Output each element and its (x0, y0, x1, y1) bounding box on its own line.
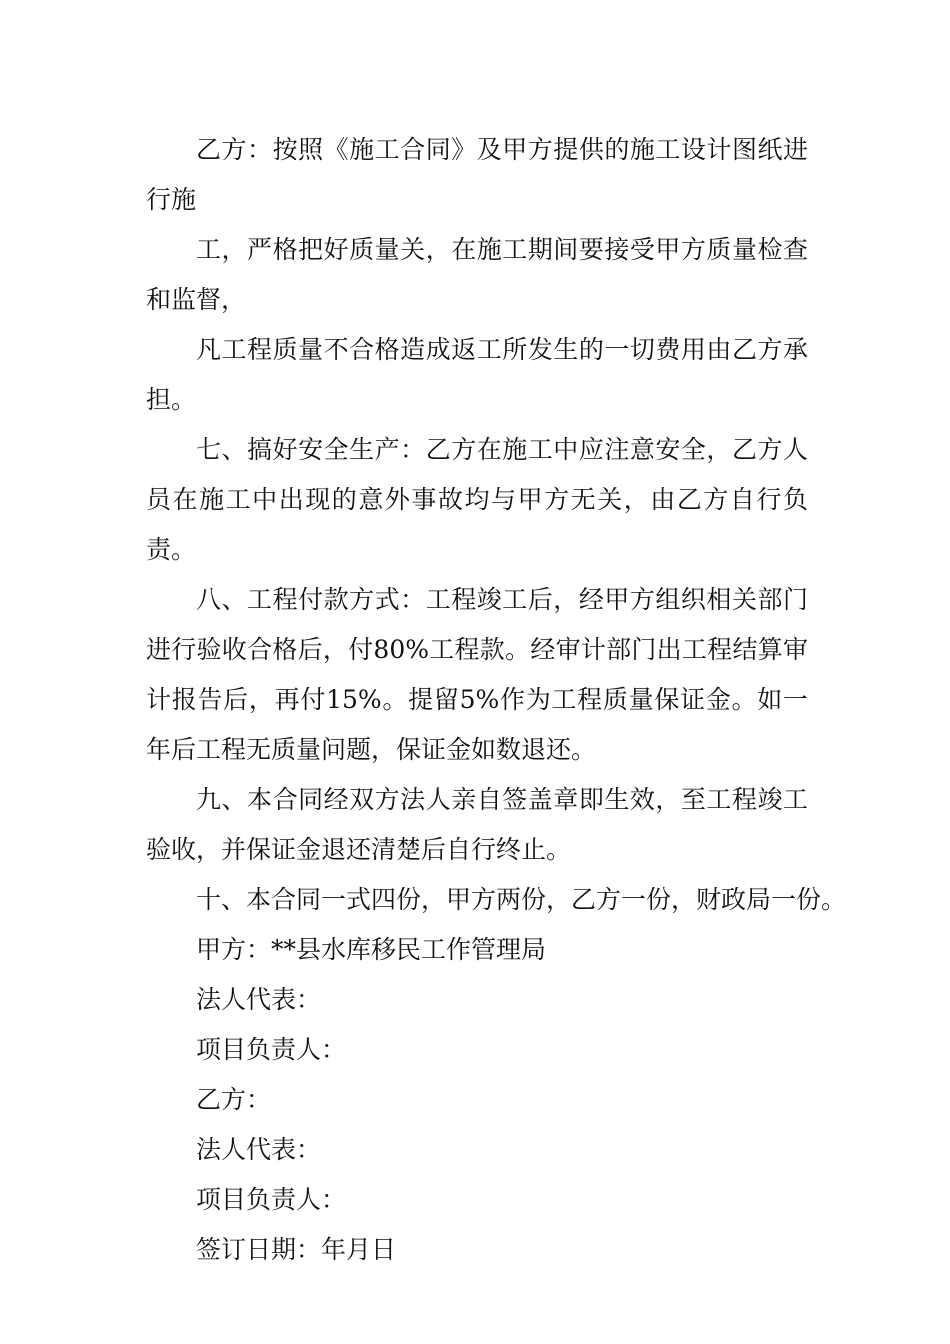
sign-date: 签订日期：年月日 (196, 1235, 397, 1264)
clause-7-safety: 七、搞好安全生产：乙方在施工中应注意安全，乙方人员在施工中出现的意外事故均与甲方无关，由乙方自行负责。 (146, 435, 808, 564)
party-a-legal-rep: 法人代表： (196, 985, 322, 1014)
signature-block (146, 925, 808, 1275)
party-b-name: 乙方： (196, 1085, 272, 1114)
party-b-project-lead: 项目负责人： (196, 1185, 347, 1214)
clause-quality-supervision: 工，严格把好质量关，在施工期间要接受甲方质量检查和监督， (146, 235, 808, 314)
party-a-name: 甲方：**县水库移民工作管理局 (196, 935, 547, 964)
contract-body (146, 125, 847, 1275)
party-b-legal-rep: 法人代表： (196, 1135, 322, 1164)
clause-8-payment: 八、工程付款方式：工程竣工后，经甲方组织相关部门进行验收合格后，付80%工程款。经审计部门出工程结算审计报告后，再付15%。提留5%作为工程质量保证金。如一年后工程无质量问题，保证金如数退还。 (146, 585, 808, 764)
clause-10-copies: 十、本合同一式四份，甲方两份，乙方一份，财政局一份。 (196, 885, 847, 914)
party-a-project-lead: 项目负责人： (196, 1035, 347, 1064)
clause-9-effectiveness: 九、本合同经双方法人亲自签盖章即生效，至工程竣工验收，并保证金退还清楚后自行终止。 (146, 785, 808, 864)
clause-construction-drawings: 乙方：按照《施工合同》及甲方提供的施工设计图纸进行施 (146, 135, 808, 214)
clause-rework-cost: 凡工程质量不合格造成返工所发生的一切费用由乙方承担。 (146, 335, 808, 414)
